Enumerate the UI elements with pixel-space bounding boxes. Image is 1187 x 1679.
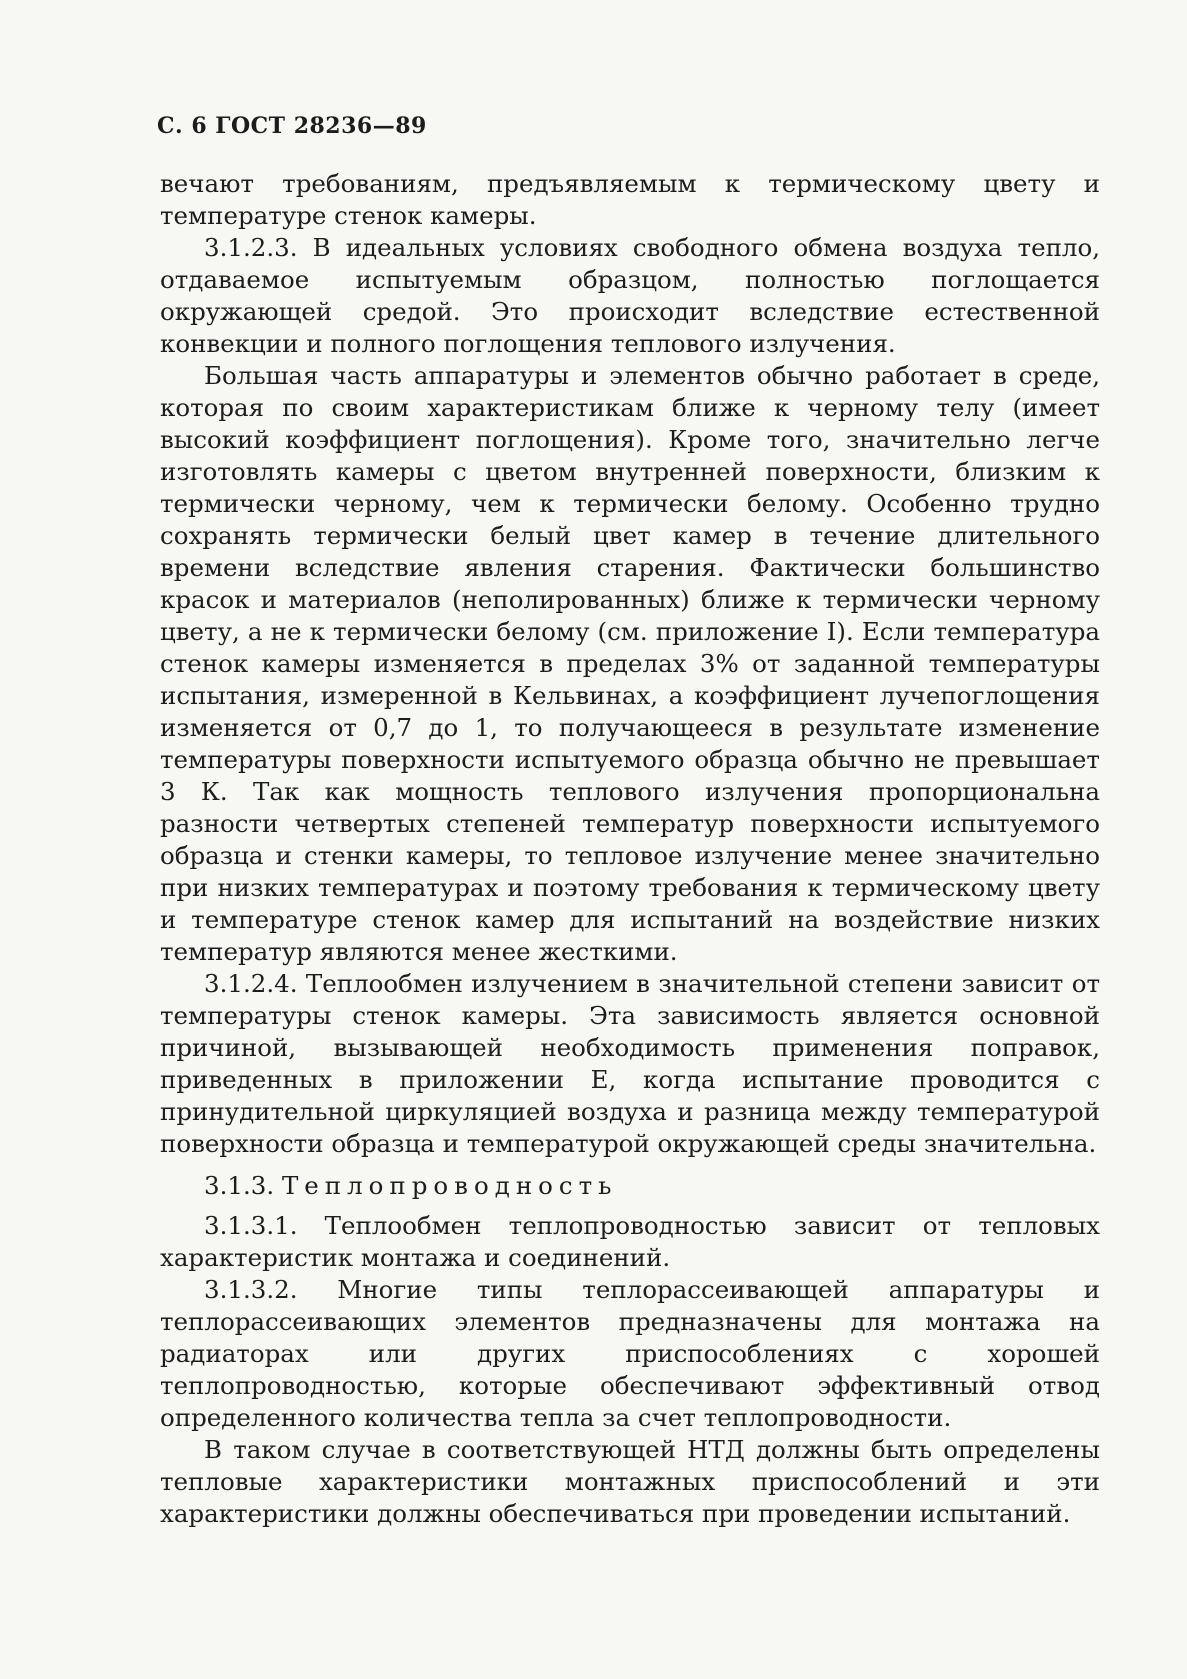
section-heading-3-1-3 [160,1170,1100,1202]
paragraph-continuation: вечают требованиям, предъявляемым к термическому цвету и температуре стенок камеры. [160,169,1100,230]
paragraph-3-1-2-4: 3.1.2.4. Теплообмен излучением в значительной степени зависит от температуры стенок камеры. Эта зависимость является основной причиной, вызывающей необходимость применения поправок, приведенных в приложении Е, когда испытание проводится с принудительной циркуляцией воздуха и разница между температурой поверхности образца и температурой окружающей среды значительна. [160,969,1100,1158]
page-header: С. 6 ГОСТ 28236—89 [157,113,427,139]
paragraph-ntd-requirements: В таком случае в соответствующей НТД должны быть определены тепловые характеристики монтажных приспособлений и эти характеристики должны обеспечиваться при проведении испытаний. [160,1435,1100,1528]
paragraph-radiation-details: Большая часть аппаратуры и элементов обычно работает в среде, которая по своим характеристикам ближе к черному телу (имеет высокий коэффициент поглощения). Кроме того, значительно легче изготовлять камеры с цветом внутренней поверхности, близким к термически черному, чем к термически белому. Особенно трудно сохранять термически белый цвет камер в течение длительного времени вследствие явления старения. Фактически большинство красок и материалов (неполированных) ближе к термически черному цвету, а не к термически белому (см. приложение I). Если температура стенок камеры изменяется в пределах 3% от заданной температуры испытания, измеренной в Кельвинах, а коэффициент лучепоглощения изменяется от 0,7 до 1, то получающееся в результате изменение температуры поверхности испытуемого образца обычно не превышает 3 К. Так как мощность теплового излучения пропорциональна разности четвертых степеней температур поверхности испытуемого образца и стенки камеры, то тепловое излучение менее значительно при низких температурах и поэтому требования к термическому цвету и температуре стенок камер для испытаний на воздействие низких температур являются менее жесткими. [160,361,1100,966]
heading-title: Теплопроводность [281,1171,618,1200]
paragraph-3-1-3-1: 3.1.3.1. Теплообмен теплопроводностью зависит от тепловых характеристик монтажа и соединений. [160,1211,1100,1272]
paragraph-3-1-2-3: 3.1.2.3. В идеальных условиях свободного обмена воздуха тепло, отдаваемое испытуемым образцом, полностью поглощается окружающей средой. Это происходит вследствие естественной конвекции и полного поглощения теплового излучения. [160,233,1100,358]
heading-number: 3.1.3. [204,1171,275,1200]
document-body [160,168,1100,1530]
paragraph-3-1-3-2: 3.1.3.2. Многие типы теплорассеивающей аппаратуры и теплорассеивающих элементов предназначены для монтажа на радиаторах или других приспособлениях с хорошей теплопроводностью, которые обеспечивают эффективный отвод определенного количества тепла за счет теплопроводности. [160,1275,1100,1432]
